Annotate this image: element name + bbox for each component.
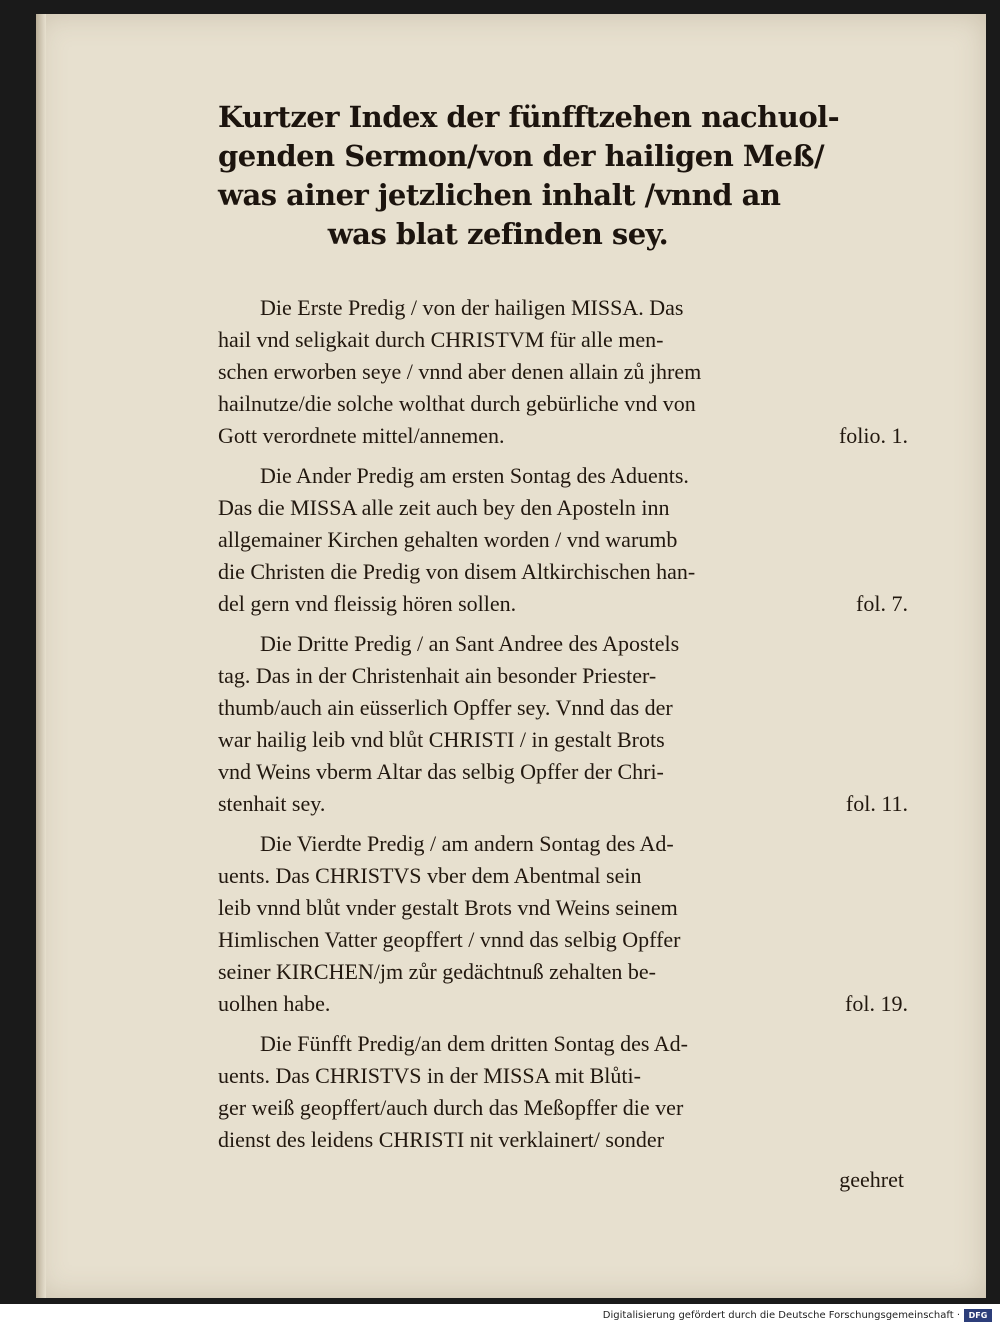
digitization-footer [0, 1304, 1000, 1328]
entry-line: stenhait sey. [218, 791, 326, 816]
entry-line: leib vnnd blůt vnder gestalt Brots vnd Weins seinem [218, 895, 678, 920]
entry-line: Himlischen Vatter geopffert / vnnd das selbig Opffer [218, 927, 681, 952]
page-title [218, 98, 840, 254]
catchword: geehret [839, 1167, 904, 1192]
entry-line: uents. Das CHRISTVS vber dem Abentmal sein [218, 863, 642, 888]
entry-line: dienst des leidens CHRISTI nit verklainert/ sonder [218, 1127, 665, 1152]
entry-line: Die Vierdte Predig / am andern Sontag des Ad- [260, 831, 674, 856]
title-line: genden Sermon/von der hailigen Meß/ [218, 139, 825, 173]
entry-line: uents. Das CHRISTVS in der MISSA mit Blůti- [218, 1063, 641, 1088]
entry-line: hailnutze/die solche wolthat durch gebürliche vnd von [218, 391, 696, 416]
page-gutter [36, 14, 46, 1298]
entry-line: Gott verordnete mittel/annemen. [218, 423, 505, 448]
entry-line: Das die MISSA alle zeit auch bey den Aposteln inn [218, 495, 670, 520]
entry-line: thumb/auch ain eüsserlich Opffer sey. Vnnd das der [218, 695, 673, 720]
folio-reference: fol. 11. [845, 791, 908, 816]
entry-line: Die Fünfft Predig/an dem dritten Sontag des Ad- [260, 1031, 688, 1056]
entry-line: die Christen die Predig von disem Altkirchischen han- [218, 559, 696, 584]
folio-reference: fol. 7. [856, 591, 908, 616]
entry-line: Die Ander Predig am ersten Sontag des Aduents. [260, 463, 689, 488]
entry-line: hail vnd seligkait durch CHRISTVM für alle men- [218, 327, 664, 352]
folio-reference: fol. 19. [845, 991, 908, 1016]
index-entry [218, 460, 908, 620]
entry-line: Die Erste Predig / von der hailigen MISSA. Das [260, 295, 684, 320]
entry-line: ger weiß geopffert/auch durch das Meßopffer die ver [218, 1095, 684, 1120]
entry-line: tag. Das in der Christenhait ain besonder Priester- [218, 663, 657, 688]
index-entry [218, 292, 908, 452]
title-line: was blat zefinden sey. [327, 217, 669, 251]
index-entry [218, 1028, 908, 1156]
entry-line: vnd Weins vberm Altar das selbig Opffer der Chri- [218, 759, 664, 784]
entry-line: del gern vnd fleissig hören sollen. [218, 591, 517, 616]
folio-reference: folio. 1. [838, 423, 908, 448]
index-entry [218, 628, 908, 820]
entry-line: schen erworben seye / vnnd aber denen allain zů jhrem [218, 359, 702, 384]
index-body [218, 292, 908, 1196]
entry-line: uolhen habe. [218, 991, 331, 1016]
dfg-logo: DFG [964, 1309, 992, 1322]
funding-notice: Digitalisierung gefördert durch die Deutsche Forschungsgemeinschaft · [602, 1310, 960, 1321]
entry-line: allgemainer Kirchen gehalten worden / vnd warumb [218, 527, 678, 552]
entry-line: Die Dritte Predig / an Sant Andree des Apostels [260, 631, 680, 656]
entry-line: war hailig leib vnd blůt CHRISTI / in gestalt Brots [218, 727, 665, 752]
index-entry [218, 828, 908, 1020]
title-line: Kurtzer Index der fünfftzehen nachuol- [218, 100, 840, 134]
title-line: was ainer jetzlichen inhalt /vnnd an [218, 178, 781, 212]
entry-line: seiner KIRCHEN/jm zůr gedächtnuß zehalten be- [218, 959, 657, 984]
